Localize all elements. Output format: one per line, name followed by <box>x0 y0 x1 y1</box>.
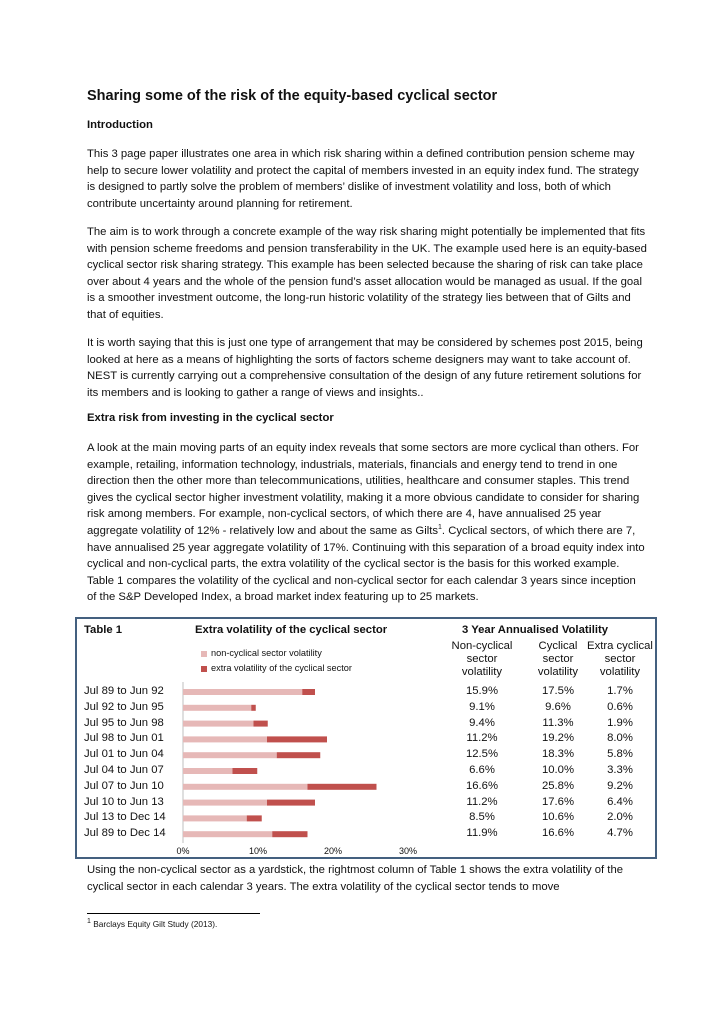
row-label: Jul 10 to Jun 13 <box>84 795 164 808</box>
paragraph-5: Using the non-cyclical sector as a yardstick, the rightmost column of Table 1 shows the extra volatility of the cyclical sector in each calendar 3 years. The extra volatility of the cyclical sector tends to move <box>87 864 624 893</box>
bar-extra-cyclical <box>272 831 307 837</box>
paragraph-2: The aim is to work through a concrete example of the way risk sharing might potentially be implemented that fits with pension scheme freedoms and pension transferability in the UK. The example used here is an equity-based cyclical sector risk sharing strategy. This example has been selected because the sharing of risk can take place over about 4 years and the whole of the pension fund’s asset allocation would be managed as usual. If the goal is a smoother investment outcome, the long-run historic volatility of the strategy lies between that of Gilts and that of equities. <box>87 226 647 321</box>
x-tick-label: 10% <box>248 846 267 856</box>
table-cell-cyclical: 10.6% <box>541 811 575 824</box>
column-header-line: sector <box>466 653 498 665</box>
paragraph-3: It is worth saying that this is just one type of arrangement that may be considered by schemes post 2015, being looked at here as a means of highlighting the sorts of factors scheme designers may want to take account of. NEST is currently carrying out a comprehensive consultation of the design of any future retirement solutions for its members and is looking to gather a range of views and insights.. <box>87 337 643 399</box>
bar-non-cyclical <box>183 705 251 711</box>
table-cell-extra: 1.7% <box>607 685 633 697</box>
table-cell-extra: 5.8% <box>607 748 633 761</box>
bar-non-cyclical <box>183 689 302 695</box>
row-label: Jul 01 to Jun 04 <box>84 748 164 761</box>
column-header-line: sector <box>542 653 574 665</box>
footnote-mark: 1 <box>87 918 91 926</box>
row-label: Jul 13 to Dec 14 <box>84 811 166 824</box>
row-label: Jul 07 to Jun 10 <box>84 779 164 792</box>
column-header-line: volatility <box>599 666 641 678</box>
table-cell-non-cyclical: 9.4% <box>469 716 495 729</box>
bar-non-cyclical <box>183 752 277 758</box>
paragraph-4-part-b: . Cyclical sectors, of which there are 7, have annualised 25 year aggregate volatility of 17%. Continuing with this separation of a broad equity index into cyclical and non-cyclical parts, the extra volatility of the cyclical sector is the basis for this worked example. Table 1 compares the volatility of the cyclical and non-cyclical sector for each calendar 3 years since inception of the S&P Developed Index, a broad market index featuring up to 25 markets. <box>87 524 645 604</box>
table-cell-non-cyclical: 15.9% <box>465 685 499 697</box>
introduction-heading: Introduction <box>87 119 153 131</box>
bar-extra-cyclical <box>254 721 268 727</box>
table-cell-cyclical: 17.6% <box>541 795 575 808</box>
bar-extra-cyclical <box>308 784 377 790</box>
legend-label: non-cyclical sector volatility <box>211 648 322 658</box>
table-cell-extra: 3.3% <box>607 764 633 776</box>
column-header-line: Extra cyclical <box>587 640 653 652</box>
row-label: Jul 98 to Jun 01 <box>84 732 164 745</box>
bar-non-cyclical <box>183 831 272 837</box>
table-cell-non-cyclical: 9.1% <box>469 700 495 713</box>
paragraph-1: This 3 page paper illustrates one area in which risk sharing within a defined contribution pension scheme may help to secure lower volatility and protect the capital of members invested in an equity index fund. The strategy is designed to partly solve the problem of members’ dislike of investment volatility and loss, both of which contribute uncertainty around planning for retirement. <box>87 148 639 210</box>
section-heading-extra-risk: Extra risk from investing in the cyclical sector <box>87 412 334 424</box>
legend-label: extra volatility of the cyclical sector <box>211 663 352 673</box>
column-header-line: Non-cyclical <box>451 640 513 652</box>
bar-extra-cyclical <box>277 752 321 758</box>
bar-extra-cyclical <box>267 736 327 742</box>
table-cell-extra: 1.9% <box>607 716 633 729</box>
table-cell-extra: 9.2% <box>607 779 633 792</box>
footnote-divider <box>87 913 260 914</box>
paragraph-4 <box>87 440 647 606</box>
table-cell-extra: 6.4% <box>607 795 633 808</box>
table-cell-cyclical: 10.0% <box>541 764 575 776</box>
bar-extra-cyclical <box>233 768 258 774</box>
table-cell-cyclical: 19.2% <box>541 732 575 745</box>
table-cell-cyclical: 11.3% <box>542 716 574 729</box>
column-header-line: sector <box>604 653 636 665</box>
table-cell-non-cyclical: 6.6% <box>469 764 495 776</box>
bar-non-cyclical <box>183 815 247 821</box>
row-label: Jul 04 to Jun 07 <box>84 764 164 776</box>
bar-extra-cyclical <box>251 705 256 711</box>
footnote-text: Barclays Equity Gilt Study (2013). <box>93 919 218 929</box>
bar-extra-cyclical <box>267 800 315 806</box>
column-header-line: Cyclical <box>538 640 578 652</box>
column-header-line: volatility <box>461 666 503 678</box>
table-cell-extra: 0.6% <box>607 700 633 713</box>
bar-non-cyclical <box>183 736 267 742</box>
table-cell-cyclical: 16.6% <box>541 827 575 840</box>
table-cell-cyclical: 17.5% <box>541 685 575 697</box>
table-cell-extra: 8.0% <box>607 732 633 745</box>
column-header-line: volatility <box>537 666 579 678</box>
table-cell-extra: 4.7% <box>607 827 633 840</box>
volatility-bar-chart <box>77 619 655 857</box>
footnote-reference[interactable]: 1 <box>438 524 442 532</box>
row-label: Jul 92 to Jun 95 <box>84 700 164 713</box>
table-cell-extra: 2.0% <box>607 811 633 824</box>
table-cell-non-cyclical: 11.2% <box>466 795 498 808</box>
x-tick-label: 20% <box>323 846 342 856</box>
row-label: Jul 89 to Dec 14 <box>84 827 166 840</box>
paragraph-4-part-a: A look at the main moving parts of an equity index reveals that some sectors are more cyclical than others. For example, retailing, information technology, industrials, materials, financials and energy tend to trend in one direction then the other more than telecommunications, utilities, healthcare and consumer staples. This trend gives the cyclical sector higher investment volatility, making it a more obvious candidate to consider for sharing risk among members. For example, non-cyclical sectors, of which there are 4, have annualised 25 year aggregate volatility of 12% - relatively low and about the same as Gilts <box>87 442 640 537</box>
table-label: Table 1 <box>84 624 123 636</box>
bar-extra-cyclical <box>302 689 315 695</box>
table-cell-cyclical: 18.3% <box>541 748 575 761</box>
page-title: Sharing some of the risk of the equity-based cyclical sector <box>87 88 498 104</box>
x-tick-label: 0% <box>176 846 190 856</box>
table-cell-cyclical: 9.6% <box>545 700 571 713</box>
bar-non-cyclical <box>183 784 308 790</box>
footnote <box>87 919 217 929</box>
row-label: Jul 89 to Jun 92 <box>84 685 164 697</box>
table-cell-cyclical: 25.8% <box>541 779 575 792</box>
bar-non-cyclical <box>183 800 267 806</box>
table-group-header: 3 Year Annualised Volatility <box>462 624 609 636</box>
bar-non-cyclical <box>183 768 233 774</box>
table-cell-non-cyclical: 16.6% <box>465 779 499 792</box>
table-cell-non-cyclical: 11.2% <box>466 732 498 745</box>
chart-title: Extra volatility of the cyclical sector <box>195 624 388 636</box>
table-cell-non-cyclical: 8.5% <box>469 811 495 824</box>
row-label: Jul 95 to Jun 98 <box>84 716 164 729</box>
table-1-box <box>75 617 657 859</box>
bar-non-cyclical <box>183 721 254 727</box>
table-cell-non-cyclical: 12.5% <box>465 748 499 761</box>
x-tick-label: 30% <box>398 846 417 856</box>
table-cell-non-cyclical: 11.9% <box>466 827 498 840</box>
bar-extra-cyclical <box>247 815 262 821</box>
